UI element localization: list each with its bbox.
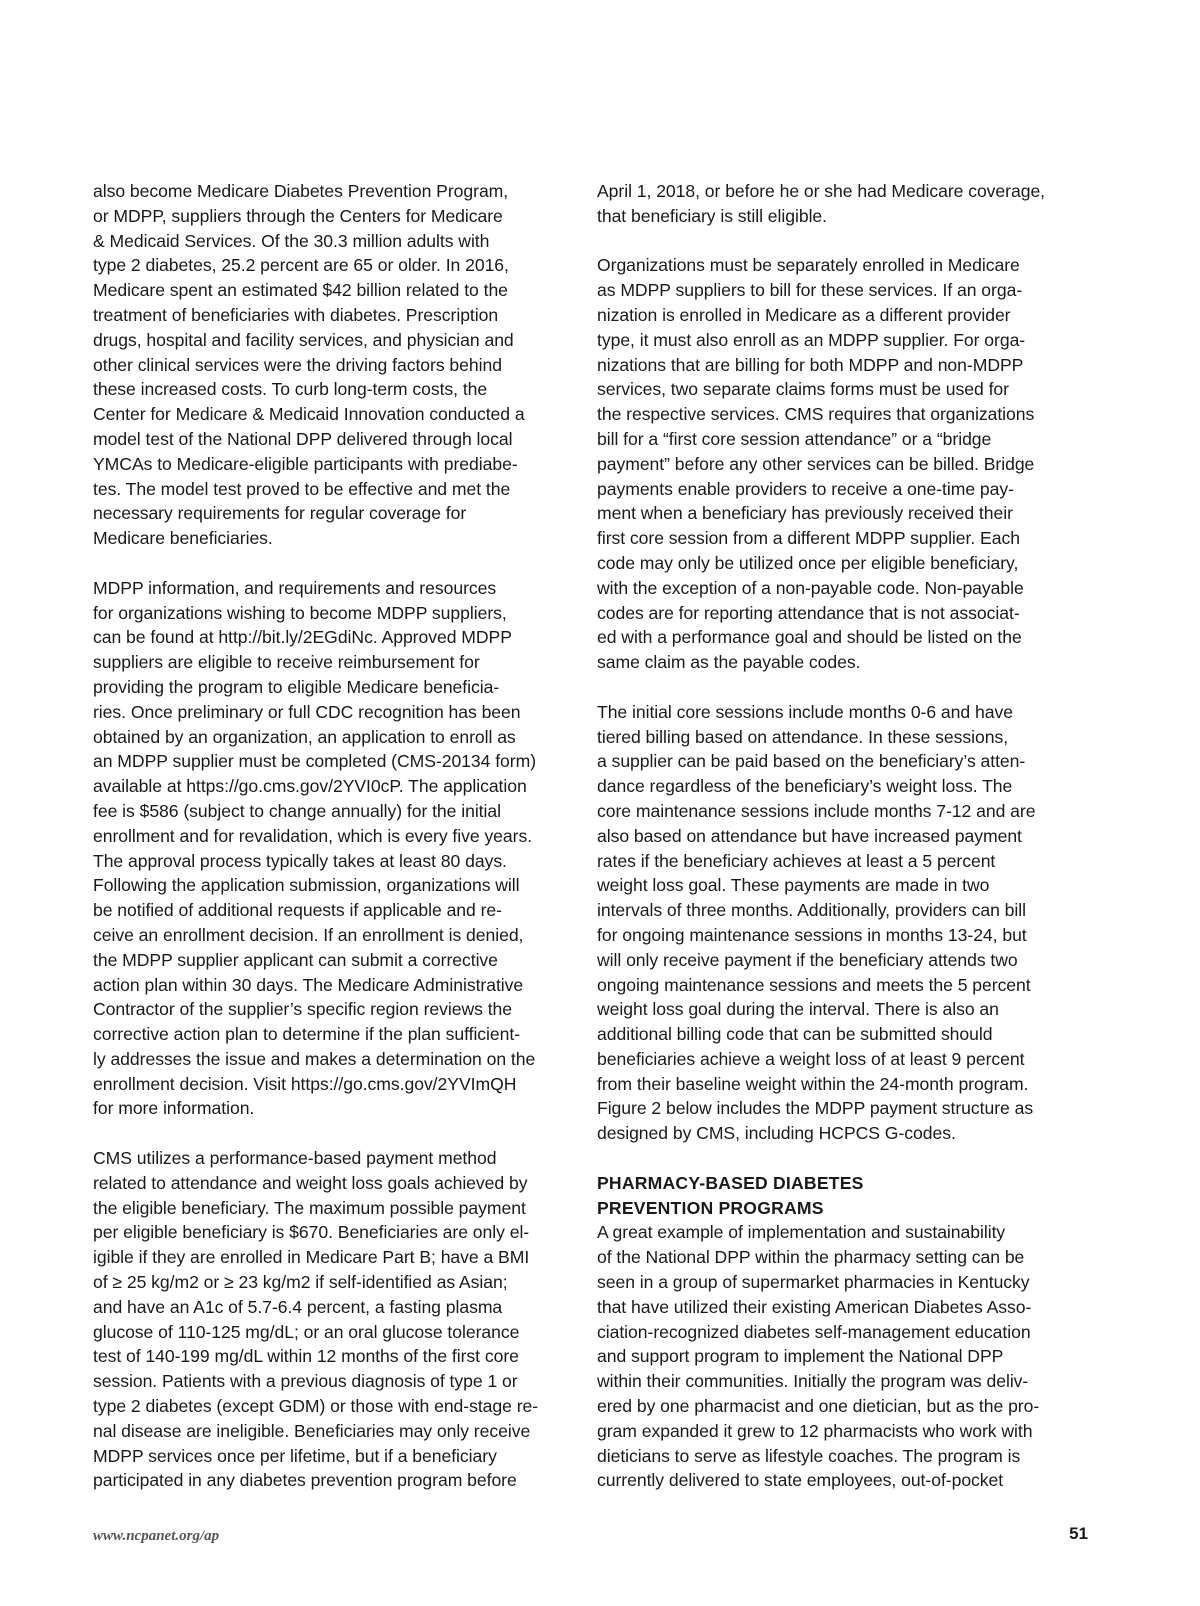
text-line: will only receive payment if the beneficiary attends two [597, 949, 1018, 970]
paragraph [93, 179, 575, 551]
paragraph [597, 700, 1087, 1146]
text-line: tiered billing based on attendance. In these sessions, [597, 726, 1009, 747]
text-line: ed with a performance goal and should be listed on the [597, 627, 1022, 648]
text-line: ongoing maintenance sessions and meets the 5 percent [597, 974, 1031, 995]
text-line: nal disease are ineligible. Beneficiaries may only receive [93, 1420, 531, 1441]
text-line: ered by one pharmacist and one dietician, but as the pro- [597, 1396, 1040, 1417]
text-line: of the National DPP within the pharmacy setting can be [597, 1247, 1025, 1268]
text-line: core maintenance sessions include months 7-12 and are [597, 800, 1036, 821]
text-line: a supplier can be paid based on the beneficiary’s atten- [597, 751, 1026, 772]
text-line: these increased costs. To curb long-term costs, the [93, 379, 488, 400]
text-line: igible if they are enrolled in Medicare Part B; have a BMI [93, 1247, 530, 1268]
text-line: payments enable providers to receive a one-time pay- [597, 478, 1014, 499]
paragraph [93, 1146, 575, 1493]
text-line: the respective services. CMS requires that organizations [597, 404, 1035, 425]
page-number: 51 [1069, 1524, 1088, 1543]
text-line: type, it must also enroll as an MDPP supplier. For orga- [597, 329, 1026, 350]
text-line: other clinical services were the driving factors behind [93, 354, 502, 375]
text-line: or MDPP, suppliers through the Centers for Medicare [93, 205, 503, 226]
text-line: tes. The model test proved to be effective and met the [93, 478, 511, 499]
text-line: Medicare beneficiaries. [93, 528, 273, 549]
text-line: per eligible beneficiary is $670. Beneficiaries are only el- [93, 1222, 530, 1243]
text-line: treatment of beneficiaries with diabetes. Prescription [93, 304, 499, 325]
text-line: Following the application submission, organizations will [93, 875, 520, 896]
text-line: payment” before any other services can be billed. Bridge [597, 453, 1035, 474]
text-line: A great example of implementation and sustainability [597, 1222, 1006, 1243]
text-line: beneficiaries achieve a weight loss of at least 9 percent [597, 1048, 1025, 1069]
text-line: Medicare spent an estimated $42 billion related to the [93, 280, 508, 301]
text-line: ciation-recognized diabetes self-management education [597, 1321, 1031, 1342]
paragraph-gap [93, 1121, 575, 1146]
text-line: & Medicaid Services. Of the 30.3 million adults with [93, 230, 490, 251]
text-line: also based on attendance but have increased payment [597, 825, 1022, 846]
text-line: MDPP services once per lifetime, but if a beneficiary [93, 1445, 497, 1466]
text-line: can be found at http://bit.ly/2EGdiNc. Approved MDPP [93, 627, 512, 648]
left-column [93, 179, 575, 1493]
text-line: for more information. [93, 1098, 255, 1119]
text-line: be notified of additional requests if applicable and re- [93, 900, 502, 921]
text-line: YMCAs to Medicare-eligible participants with prediabe- [93, 453, 518, 474]
text-line: the eligible beneficiary. The maximum possible payment [93, 1197, 526, 1218]
text-line: and support program to implement the National DPP [597, 1346, 1004, 1367]
text-line: participated in any diabetes prevention program before [93, 1470, 517, 1491]
text-line: code may only be utilized once per eligible beneficiary, [597, 552, 1019, 573]
text-line: The initial core sessions include months 0-6 and have [597, 701, 1013, 722]
text-line: same claim as the payable codes. [597, 652, 861, 673]
text-line: an MDPP supplier must be completed (CMS-20134 form) [93, 751, 537, 772]
text-line: enrollment and for revalidation, which is every five years. [93, 825, 533, 846]
text-line: necessary requirements for regular coverage for [93, 503, 467, 524]
text-line: ceive an enrollment decision. If an enrollment is denied, [93, 924, 524, 945]
text-line: glucose of 110-125 mg/dL; or an oral glucose tolerance [93, 1321, 520, 1342]
text-line: Organizations must be separately enrolled in Medicare [597, 255, 1020, 276]
footer-url: www.ncpanet.org/ap [93, 1528, 220, 1544]
paragraph [597, 253, 1087, 675]
text-line: of ≥ 25 kg/m2 or ≥ 23 kg/m2 if self-identified as Asian; [93, 1272, 508, 1293]
text-line: currently delivered to state employees, out-of-pocket [597, 1470, 1004, 1491]
text-line: type 2 diabetes (except GDM) or those with end-stage re- [93, 1396, 539, 1417]
text-line: ment when a beneficiary has previously received their [597, 503, 1013, 524]
text-line: as MDPP suppliers to bill for these services. If an orga- [597, 280, 1023, 301]
text-line: nization is enrolled in Medicare as a different provider [597, 304, 1011, 325]
text-line: with the exception of a non-payable code. Non-payable [597, 577, 1024, 598]
text-line: obtained by an organization, an application to enroll as [93, 726, 516, 747]
text-line: codes are for reporting attendance that is not associat- [597, 602, 1020, 623]
paragraph-gap [597, 229, 1087, 254]
text-line: bill for a “first core session attendance” or a “bridge [597, 428, 992, 449]
text-line: MDPP information, and requirements and resources [93, 577, 497, 598]
text-line: test of 140-199 mg/dL within 12 months of the first core [93, 1346, 519, 1367]
text-line: ries. Once preliminary or full CDC recognition has been [93, 701, 521, 722]
paragraph-gap [93, 551, 575, 576]
text-line: providing the program to eligible Medicare beneficia- [93, 676, 500, 697]
text-line: and have an A1c of 5.7-6.4 percent, a fasting plasma [93, 1296, 503, 1317]
text-line: CMS utilizes a performance-based payment method [93, 1148, 497, 1169]
text-line: within their communities. Initially the program was deliv- [597, 1371, 1029, 1392]
text-line: rates if the beneficiary achieves at least a 5 percent [597, 850, 996, 871]
text-line: available at https://go.cms.gov/2YVI0cP. The application [93, 776, 527, 797]
text-line: ly addresses the issue and makes a determination on the [93, 1048, 536, 1069]
paragraph [93, 576, 575, 1122]
paragraph [597, 1220, 1087, 1493]
text-line: dieticians to serve as lifestyle coaches. The program is [597, 1445, 1021, 1466]
text-line: Figure 2 below includes the MDPP payment structure as [597, 1098, 1034, 1119]
text-line: The approval process typically takes at least 80 days. [93, 850, 507, 871]
text-line: gram expanded it grew to 12 pharmacists who work with [597, 1420, 1033, 1441]
text-line: suppliers are eligible to receive reimbursement for [93, 652, 480, 673]
text-line: type 2 diabetes, 25.2 percent are 65 or older. In 2016, [93, 255, 509, 276]
text-line: dance regardless of the beneficiary’s weight loss. The [597, 776, 1013, 797]
text-line: action plan within 30 days. The Medicare Administrative [93, 974, 524, 995]
text-line: drugs, hospital and facility services, and physician and [93, 329, 514, 350]
text-line: Contractor of the supplier’s specific region reviews the [93, 999, 513, 1020]
text-line: the MDPP supplier applicant can submit a corrective [93, 949, 498, 970]
text-line: fee is $586 (subject to change annually) for the initial [93, 800, 501, 821]
text-line: seen in a group of supermarket pharmacies in Kentucky [597, 1272, 1030, 1293]
text-line: model test of the National DPP delivered through local [93, 428, 513, 449]
paragraph-gap [597, 675, 1087, 700]
text-line: PHARMACY-BASED DIABETES [597, 1172, 864, 1193]
text-line: weight loss goal during the interval. There is also an [597, 999, 999, 1020]
paragraph-gap [597, 1146, 1087, 1171]
text-line: for ongoing maintenance sessions in months 13-24, but [597, 924, 1027, 945]
text-line: Center for Medicare & Medicaid Innovation conducted a [93, 404, 525, 425]
text-line: that have utilized their existing American Diabetes Asso- [597, 1296, 1032, 1317]
section-heading [597, 1171, 1087, 1221]
text-line: also become Medicare Diabetes Prevention Program, [93, 181, 509, 201]
text-line: intervals of three months. Additionally, providers can bill [597, 900, 1026, 921]
text-line: session. Patients with a previous diagnosis of type 1 or [93, 1371, 518, 1392]
text-line: additional billing code that can be submitted should [597, 1024, 993, 1045]
text-line: for organizations wishing to become MDPP suppliers, [93, 602, 507, 623]
text-line: enrollment decision. Visit https://go.cms.gov/2YVImQH [93, 1073, 517, 1094]
text-line: weight loss goal. These payments are made in two [597, 875, 990, 896]
text-line: April 1, 2018, or before he or she had Medicare coverage, [597, 181, 1046, 201]
text-line: designed by CMS, including HCPCS G-codes. [597, 1123, 956, 1144]
paragraph [597, 179, 1087, 229]
text-line: from their baseline weight within the 24-month program. [597, 1073, 1029, 1094]
text-line: that beneficiary is still eligible. [597, 205, 828, 226]
text-line: corrective action plan to determine if the plan sufficient- [93, 1024, 521, 1045]
text-line: PREVENTION PROGRAMS [597, 1197, 824, 1218]
text-line: nizations that are billing for both MDPP and non-MDPP [597, 354, 1024, 375]
text-line: related to attendance and weight loss goals achieved by [93, 1172, 528, 1193]
text-line: services, two separate claims forms must be used for [597, 379, 1009, 400]
right-column [597, 179, 1087, 1493]
text-line: first core session from a different MDPP supplier. Each [597, 528, 1020, 549]
